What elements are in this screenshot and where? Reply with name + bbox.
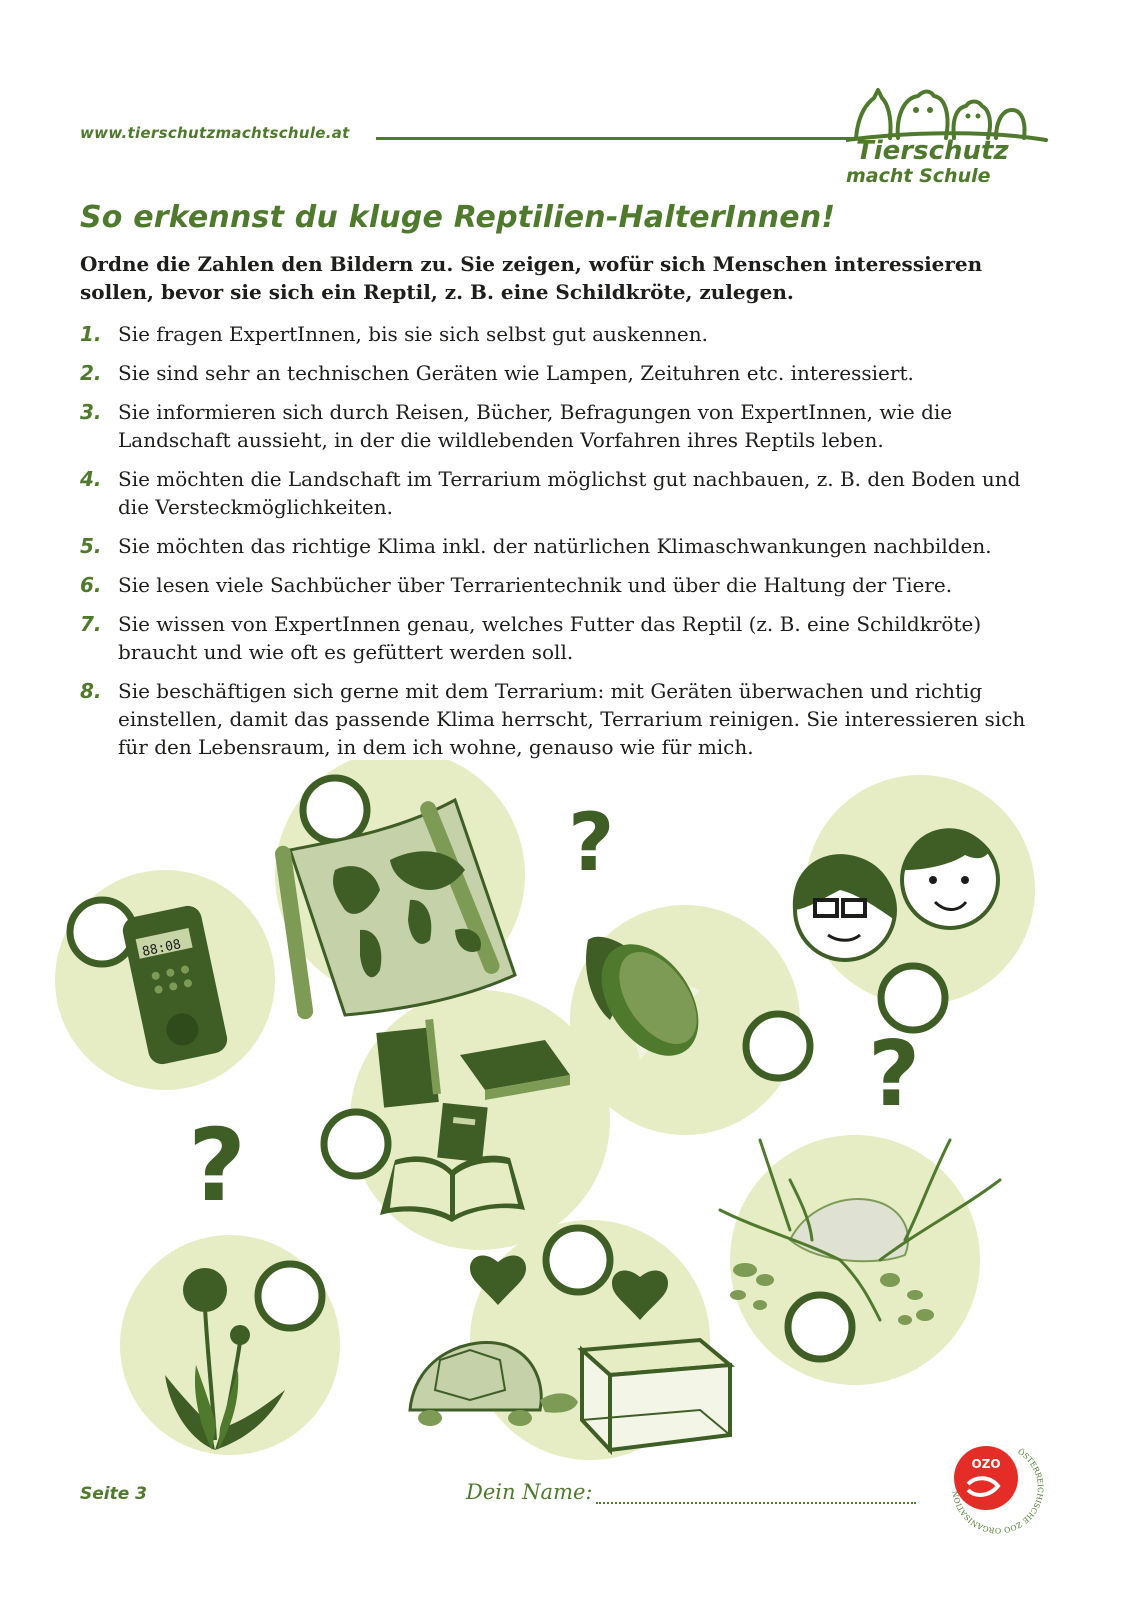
answer-circle[interactable] <box>546 1228 610 1292</box>
instructions: Ordne die Zahlen den Bildern zu. Sie zeigen, wofür sich Menschen interessieren sollen, bevor sie sich ein Reptil, z. B. eine Schildkröte, zulegen. <box>80 252 983 304</box>
item-number: 6. <box>80 573 102 597</box>
terrarium-icon <box>582 1340 730 1450</box>
ozo-ring-text: ÖSTERREICHISCHE ZOO ORGANISATION <box>950 1446 1046 1536</box>
item-number: 2. <box>80 361 102 385</box>
list-item <box>80 398 1050 454</box>
item-text: Sie wissen von ExpertInnen genau, welches Futter das Reptil (z. B. eine Schildkröte) braucht und wie oft es gefüttert werden soll. <box>118 612 982 664</box>
item-text: Sie sind sehr an technischen Geräten wie Lampen, Zeituhren etc. interessiert. <box>118 361 914 385</box>
ozo-text: OZO <box>971 1457 1001 1471</box>
list-item <box>80 677 1050 761</box>
item-number: 1. <box>80 322 102 346</box>
ozo-logo-icon <box>946 1436 1050 1540</box>
list-item <box>80 465 1050 521</box>
item-number: 7. <box>80 612 102 636</box>
page-title: So erkennst du kluge Reptilien-HalterInnen! <box>80 200 836 235</box>
answer-circle[interactable] <box>788 1295 852 1359</box>
answer-circle[interactable] <box>324 1112 388 1176</box>
item-text: Sie beschäftigen sich gerne mit dem Terrarium: mit Geräten überwachen und richtig einstellen, damit das passende Klima herrscht, Terrarium reinigen. Sie interessieren sich für den Lebensraum, in dem ich wohne, genauso wie für mich. <box>118 679 1026 759</box>
item-text: Sie fragen ExpertInnen, bis sie sich selbst gut auskennen. <box>118 322 708 346</box>
item-number: 5. <box>80 534 102 558</box>
item-text: Sie lesen viele Sachbücher über Terrarientechnik und über die Haltung der Tiere. <box>118 573 953 597</box>
item-number: 4. <box>80 467 102 491</box>
statement-list <box>80 320 1050 772</box>
answer-circle[interactable] <box>746 1014 810 1078</box>
website-url: www.tierschutzmachtschule.at <box>80 124 350 142</box>
list-item <box>80 320 1050 348</box>
answer-circle[interactable] <box>258 1264 322 1328</box>
item-number: 3. <box>80 400 102 424</box>
item-text: Sie möchten die Landschaft im Terrarium möglichst gut nachbauen, z. B. den Boden und die Versteckmöglichkeiten. <box>118 467 1021 519</box>
item-number: 8. <box>80 679 102 703</box>
logo-subtitle: macht Schule <box>846 165 991 187</box>
question-mark: ? <box>188 1107 247 1224</box>
header-rule <box>376 137 856 140</box>
name-field[interactable] <box>596 1502 916 1504</box>
list-item <box>80 532 1050 560</box>
list-item <box>80 610 1050 666</box>
timer-display: 88:08 <box>140 937 183 960</box>
list-item <box>80 571 1050 599</box>
answer-circle[interactable] <box>303 778 367 842</box>
illustration-area <box>0 760 1130 1460</box>
question-mark: ? <box>868 1022 921 1127</box>
item-text: Sie informieren sich durch Reisen, Bücher, Befragungen von ExpertInnen, wie die Landschaft aussieht, in der die wildlebenden Vorfahren ihres Reptils leben. <box>118 400 953 452</box>
name-label: Dein Name: <box>466 1480 593 1504</box>
answer-circle[interactable] <box>881 966 945 1030</box>
item-text: Sie möchten das richtige Klima inkl. der natürlichen Klimaschwankungen nachbilden. <box>118 534 992 558</box>
logo-title: Tierschutz <box>856 136 1009 166</box>
list-item <box>80 359 1050 387</box>
page-number: Seite 3 <box>80 1484 148 1504</box>
question-mark: ? <box>568 796 615 889</box>
